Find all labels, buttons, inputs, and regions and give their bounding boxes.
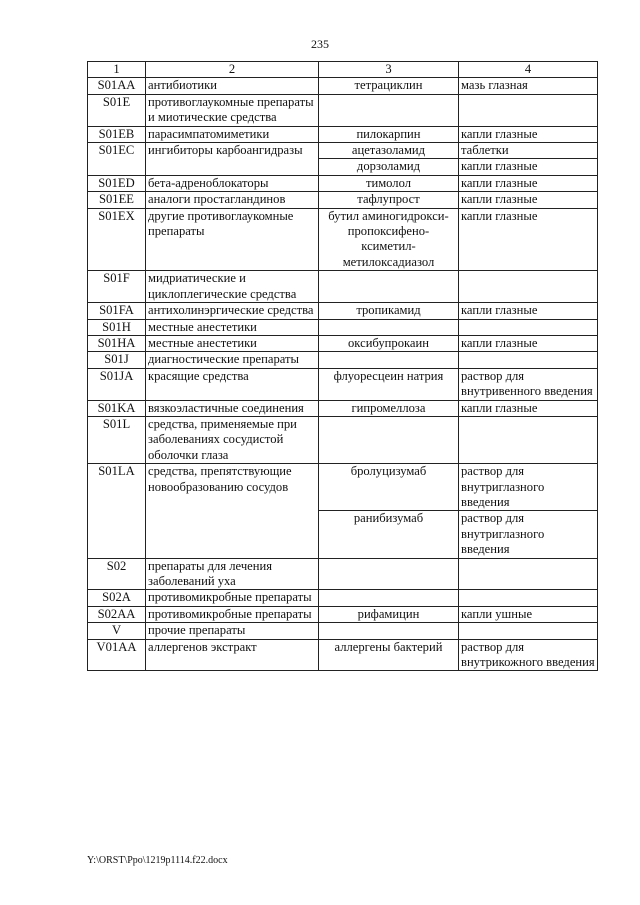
drug-name xyxy=(319,271,459,303)
header-cell-3: 3 xyxy=(319,62,459,78)
dosage-form: капли глазные xyxy=(459,400,598,416)
dosage-form: капли глазные xyxy=(459,175,598,191)
drug-name: бутил аминогидрокси-пропоксифено-ксиметил-метилоксадиазол xyxy=(319,208,459,271)
group-name: красящие средства xyxy=(146,368,319,400)
atc-code: S01EB xyxy=(88,126,146,142)
dosage-form xyxy=(459,352,598,368)
atc-code: S01E xyxy=(88,94,146,126)
table-row xyxy=(88,319,598,335)
drug-name xyxy=(319,623,459,639)
dosage-form: капли глазные xyxy=(459,192,598,208)
drug-name: оксибупрокаин xyxy=(319,335,459,351)
group-name: противомикробные препараты xyxy=(146,606,319,622)
drug-name xyxy=(319,94,459,126)
atc-code: S01JA xyxy=(88,368,146,400)
dosage-form: капли глазные xyxy=(459,208,598,271)
atc-code: S01J xyxy=(88,352,146,368)
header-cell-4: 4 xyxy=(459,62,598,78)
table-row xyxy=(88,623,598,639)
atc-code: S02 xyxy=(88,558,146,590)
drug-name: ацетазоламид xyxy=(319,143,459,159)
drug-name xyxy=(319,590,459,606)
dosage-form: капли глазные xyxy=(459,303,598,319)
dosage-form: раствор для внутриглазного введения xyxy=(459,464,598,511)
group-name: вязкоэластичные соединения xyxy=(146,400,319,416)
table-row xyxy=(88,558,598,590)
table-row xyxy=(88,208,598,271)
dosage-form xyxy=(459,319,598,335)
drug-name: флуоресцеин натрия xyxy=(319,368,459,400)
drug-name: тимолол xyxy=(319,175,459,191)
dosage-form: капли глазные xyxy=(459,126,598,142)
drug-name xyxy=(319,558,459,590)
atc-code: S01H xyxy=(88,319,146,335)
group-name: аналоги простагландинов xyxy=(146,192,319,208)
dosage-form xyxy=(459,271,598,303)
atc-code: V xyxy=(88,623,146,639)
table-row xyxy=(88,639,598,671)
dosage-form xyxy=(459,623,598,639)
table-row xyxy=(88,416,598,463)
atc-code: S01LA xyxy=(88,464,146,558)
dosage-form xyxy=(459,558,598,590)
drug-name: тропикамид xyxy=(319,303,459,319)
atc-code: S01ED xyxy=(88,175,146,191)
atc-code: V01AA xyxy=(88,639,146,671)
group-name: средства, применяемые при заболеваниях сосудистой оболочки глаза xyxy=(146,416,319,463)
drug-name xyxy=(319,416,459,463)
group-name: бета-адреноблокаторы xyxy=(146,175,319,191)
drug-name: бролуцизумаб xyxy=(319,464,459,511)
dosage-form xyxy=(459,94,598,126)
table-row xyxy=(88,352,598,368)
atc-code: S01AA xyxy=(88,78,146,94)
table-row xyxy=(88,368,598,400)
table-row xyxy=(88,590,598,606)
group-name: местные анестетики xyxy=(146,319,319,335)
dosage-form: капли ушные xyxy=(459,606,598,622)
drug-name: ранибизумаб xyxy=(319,511,459,558)
group-name: аллергенов экстракт xyxy=(146,639,319,671)
dosage-form xyxy=(459,416,598,463)
dosage-form: раствор для внутрикожного введения xyxy=(459,639,598,671)
header-cell-1: 1 xyxy=(88,62,146,78)
group-name: противомикробные препараты xyxy=(146,590,319,606)
header-cell-2: 2 xyxy=(146,62,319,78)
drug-name: пилокарпин xyxy=(319,126,459,142)
atc-code: S01EX xyxy=(88,208,146,271)
group-name: парасимпатомиметики xyxy=(146,126,319,142)
table-row xyxy=(88,464,598,511)
atc-code: S01FA xyxy=(88,303,146,319)
atc-code: S02AA xyxy=(88,606,146,622)
drug-name xyxy=(319,319,459,335)
group-name: противоглаукомные препараты и миотические средства xyxy=(146,94,319,126)
drug-name xyxy=(319,352,459,368)
dosage-form xyxy=(459,590,598,606)
atc-code: S01EC xyxy=(88,143,146,176)
group-name: средства, препятствующие новообразованию сосудов xyxy=(146,464,319,558)
dosage-form: капли глазные xyxy=(459,159,598,175)
atc-code: S01HA xyxy=(88,335,146,351)
table-row xyxy=(88,126,598,142)
group-name: антибиотики xyxy=(146,78,319,94)
file-path-footer: Y:\ORST\Ppo\1219p1114.f22.docx xyxy=(87,855,228,866)
atc-code: S01F xyxy=(88,271,146,303)
drug-name: тетрациклин xyxy=(319,78,459,94)
dosage-form: раствор для внутривенного введения xyxy=(459,368,598,400)
drug-name: рифамицин xyxy=(319,606,459,622)
table-row xyxy=(88,78,598,94)
group-name: мидриатические и циклоплегические средства xyxy=(146,271,319,303)
table-row xyxy=(88,175,598,191)
table-row xyxy=(88,303,598,319)
group-name: другие противоглаукомные препараты xyxy=(146,208,319,271)
group-name: антихолинэргические средства xyxy=(146,303,319,319)
table-row xyxy=(88,94,598,126)
atc-drug-table xyxy=(87,61,598,671)
table-header-row xyxy=(88,62,598,78)
dosage-form: капли глазные xyxy=(459,335,598,351)
group-name: местные анестетики xyxy=(146,335,319,351)
dosage-form: раствор для внутриглазного введения xyxy=(459,511,598,558)
group-name: препараты для лечения заболеваний уха xyxy=(146,558,319,590)
group-name: прочие препараты xyxy=(146,623,319,639)
dosage-form: таблетки xyxy=(459,143,598,159)
group-name: диагностические препараты xyxy=(146,352,319,368)
table-row xyxy=(88,192,598,208)
atc-code: S01L xyxy=(88,416,146,463)
table-row xyxy=(88,143,598,159)
table-row xyxy=(88,271,598,303)
drug-name: аллергены бактерий xyxy=(319,639,459,671)
atc-code: S01KA xyxy=(88,400,146,416)
table-row xyxy=(88,400,598,416)
group-name: ингибиторы карбоангидразы xyxy=(146,143,319,176)
table-row xyxy=(88,335,598,351)
drug-name: дорзоламид xyxy=(319,159,459,175)
dosage-form: мазь глазная xyxy=(459,78,598,94)
page-number: 235 xyxy=(311,37,329,51)
drug-name: тафлупрост xyxy=(319,192,459,208)
atc-code: S01EE xyxy=(88,192,146,208)
table-row xyxy=(88,606,598,622)
atc-code: S02A xyxy=(88,590,146,606)
drug-name: гипромеллоза xyxy=(319,400,459,416)
